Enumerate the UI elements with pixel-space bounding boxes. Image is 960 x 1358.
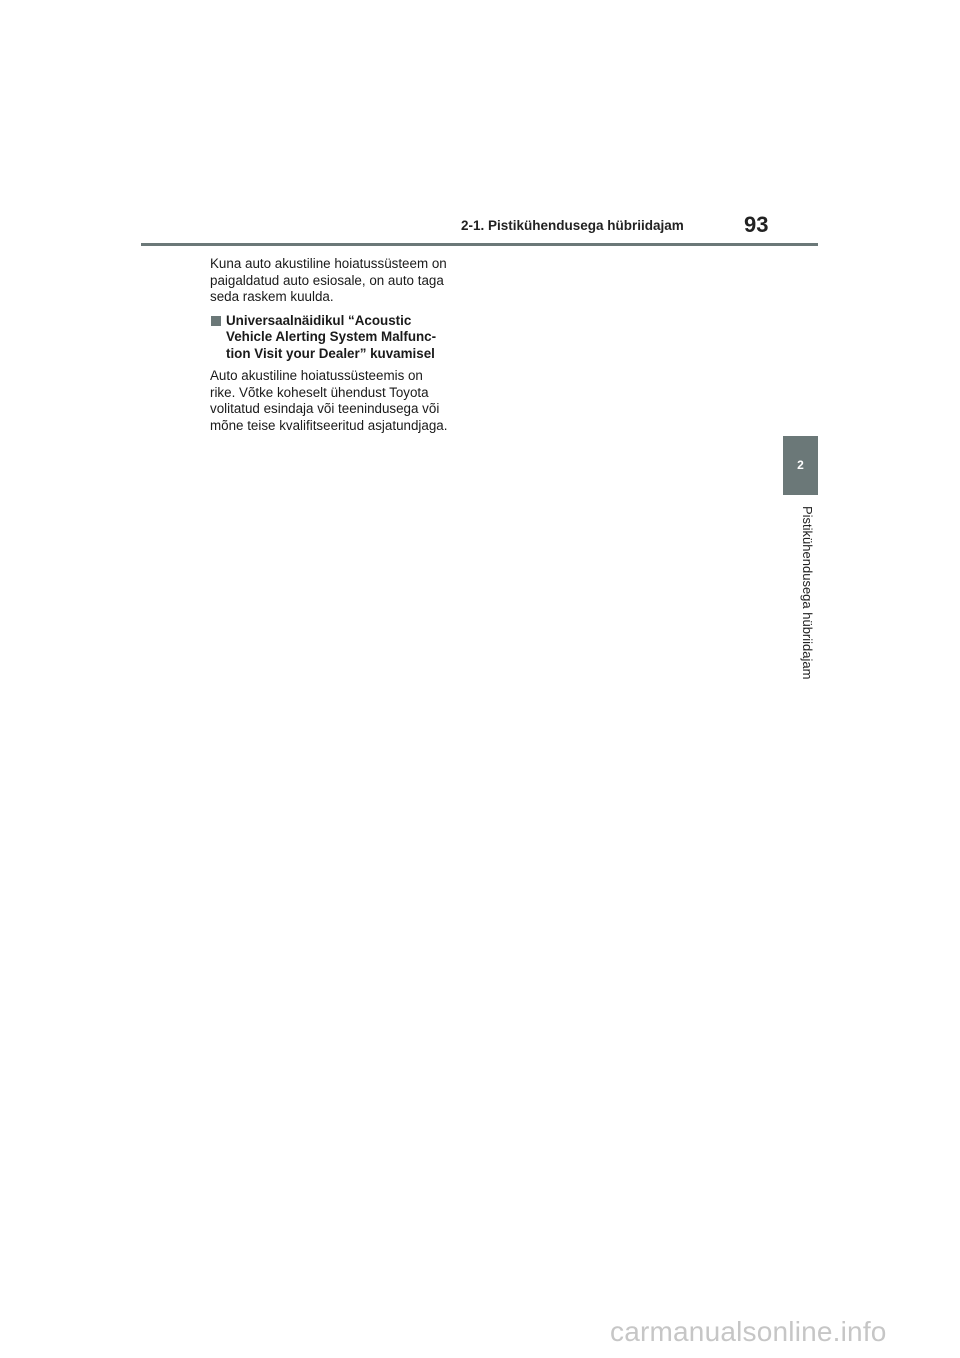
paragraph-malfunction bbox=[210, 368, 480, 434]
header-divider bbox=[141, 243, 818, 246]
paragraph-intro bbox=[210, 256, 480, 306]
chapter-label: Pistikühendusega hübriidajam bbox=[800, 506, 815, 680]
text-line: rike. Võtke koheselt ühendust Toyota bbox=[210, 384, 429, 400]
watermark: carmanualsonline.info bbox=[610, 1316, 887, 1347]
subheading-line: Vehicle Alerting System Malfunc- bbox=[226, 329, 437, 344]
text-line: paigaldatud auto esiosale, on auto taga bbox=[210, 272, 444, 288]
chapter-number: 2 bbox=[797, 458, 804, 472]
main-content bbox=[210, 256, 480, 434]
subheading-warning-message bbox=[210, 313, 480, 363]
text-line: mõne teise kvalifitseeritud asjatundjaga. bbox=[210, 417, 448, 433]
text-line: Auto akustiline hoiatussüsteemis on bbox=[210, 368, 423, 383]
text-line: Kuna auto akustiline hoiatussüsteem on bbox=[210, 256, 447, 271]
subheading-line: Universaalnäidikul “Acoustic bbox=[226, 312, 412, 328]
filled-square-icon bbox=[211, 316, 221, 326]
section-title: 2-1. Pistikühendusega hübriidajam bbox=[461, 218, 684, 233]
text-line: volitatud esindaja või teenindusega või bbox=[210, 401, 440, 416]
text-line: seda raskem kuulda. bbox=[210, 289, 334, 304]
subheading-line: tion Visit your Dealer” kuvamisel bbox=[226, 345, 435, 361]
page-number: 93 bbox=[744, 212, 769, 237]
chapter-tab bbox=[783, 436, 818, 495]
